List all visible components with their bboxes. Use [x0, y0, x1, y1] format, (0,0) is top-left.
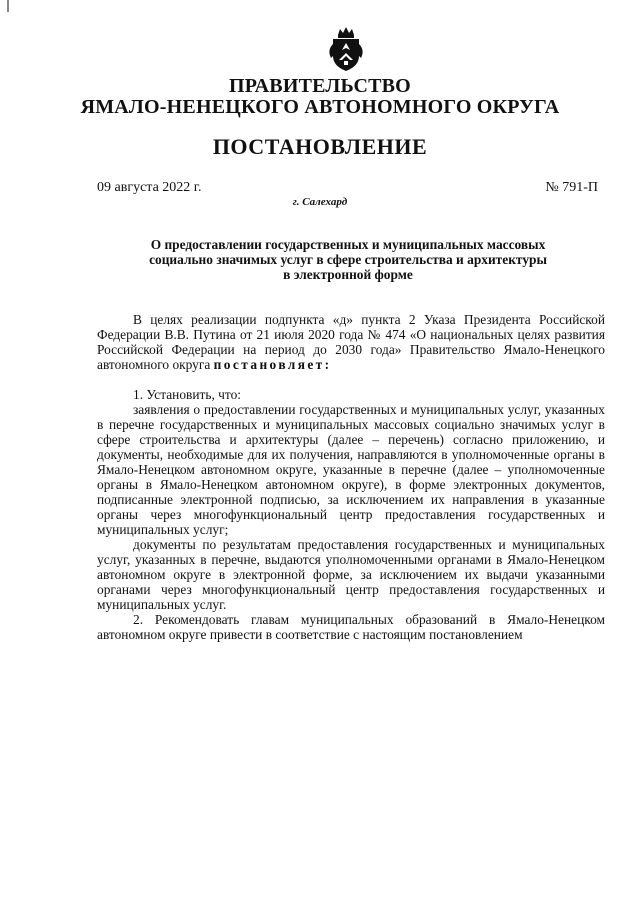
preamble-paragraph [97, 312, 605, 372]
resolves-colon: : [324, 357, 332, 372]
document-number: № 791-П [545, 180, 598, 195]
subject-line3: в электронной форме [283, 267, 413, 282]
item1-paragraph2: документы по результатам предоставления государственных и муниципальных услуг, указанных в перечне, выдаются уполномоченными органами в Ямало-Ненецком автономном округе в электронной форме, за исключением их выдачи указанными органами через многофункциональный центр предоставления государственных и муниципальных услуг. [97, 537, 605, 612]
coat-of-arms-icon [325, 26, 367, 74]
resolves-word: постановляет [213, 357, 325, 372]
item2-paragraph: 2. Рекомендовать главам муниципальных образований в Ямало-Ненецком автономном округе привести в соответствие с настоящим постановлением [97, 612, 605, 642]
document-body [97, 312, 605, 642]
document-date: 09 августа 2022 г. [97, 180, 202, 195]
subject-line1: О предоставлении государственных и муниципальных массовых [150, 237, 546, 252]
item1-intro: 1. Установить, что: [133, 387, 241, 402]
document-type-heading: ПОСТАНОВЛЕНИЕ [212, 134, 428, 159]
document-city: г. Салехард [292, 196, 348, 208]
government-title-line1: ПРАВИТЕЛЬСТВО [229, 75, 411, 97]
document-subject [110, 237, 586, 282]
subject-line2: социально значимых услуг в сфере строительства и архитектуры [149, 252, 547, 267]
scan-margin-mark [7, 0, 9, 12]
preamble-text: В целях реализации подпункта «д» пункта 2 Указа Президента Российской Федерации В.В. Путина от 21 июля 2020 года № 474 «О национальных целях развития Российской Федерации на период до 2030 года» Правительство Ямало-Ненецкого автономного округа [97, 312, 605, 372]
government-title-line2: ЯМАЛО-НЕНЕЦКОГО АВТОНОМНОГО ОКРУГА [80, 96, 560, 118]
item1-paragraph1: заявления о предоставлении государственных и муниципальных услуг, указанных в перечне государственных и муниципальных массовых социально значимых услуг в сфере строительства и архитектуры (далее – перечень) согласно приложению, и документы, необходимые для их получения, направляются в уполномоченные органы в Ямало-Ненецком автономном округе, указанные в перечне (далее – уполномоченные органы в Ямало-Ненецком автономном округе), в форме электронных документов, подписанные электронной подписью, за исключением их направления в указанные органы через многофункциональный центр предоставления государственных и муниципальных услуг; [97, 402, 605, 537]
